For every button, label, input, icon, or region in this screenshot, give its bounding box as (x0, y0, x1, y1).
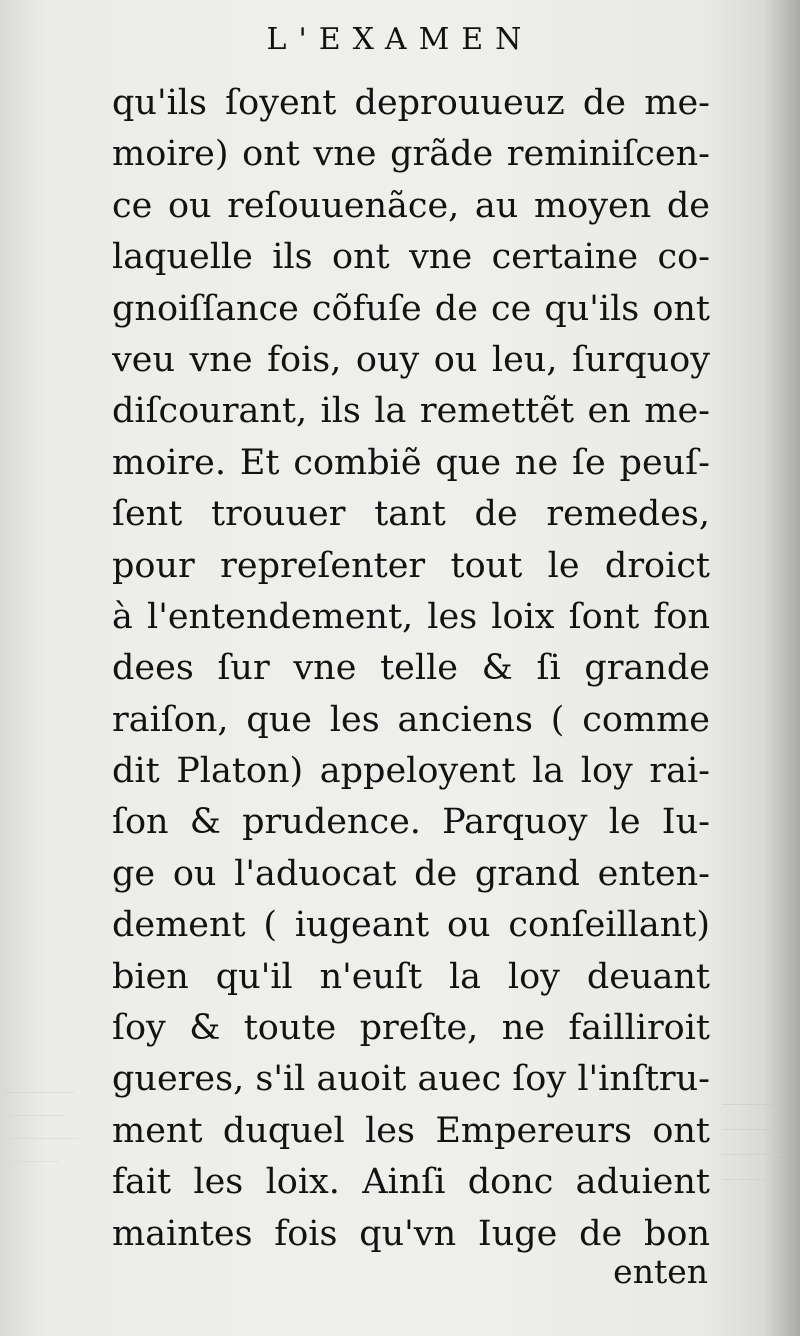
text-line: à l'entendement, les loix ſont fon (112, 596, 710, 637)
text-line: ſon & prudence. Parquoy le Iu- (112, 802, 710, 843)
text-line: fait les loix. Ainſi donc aduient (112, 1162, 710, 1203)
text-line: ce ou reſouuenãce, au moyen de (112, 185, 710, 226)
text-line: ge ou l'aduocat de grand enten- (112, 853, 710, 894)
text-line: diſcourant, ils la remettẽt en me- (112, 391, 710, 432)
text-line: veu vne fois, ouy ou leu, ſurquoy (112, 339, 710, 380)
text-line: pour repreſenter tout le droict (112, 545, 710, 586)
catchword: enten (613, 1252, 708, 1291)
text-block (112, 78, 710, 1260)
text-line: ſent trouuer tant de remedes, (112, 494, 710, 535)
text-line: maintes fois qu'vn Iuge de bon (112, 1213, 710, 1254)
text-line: dees ſur vne telle & ſi grande (112, 648, 710, 689)
text-line: gnoiſſance cõfuſe de ce qu'ils ont (112, 288, 710, 329)
text-line: moire) ont vne grãde reminiſcen- (112, 134, 710, 175)
text-line: bien qu'il n'euſt la loy deuant (112, 956, 710, 997)
text-line: laquelle ils ont vne certaine co- (112, 237, 710, 278)
text-line: dement ( iugeant ou conſeillant) (112, 905, 710, 946)
text-line: gueres, s'il auoit auec ſoy l'inſtru- (112, 1059, 710, 1100)
show-through-right (722, 1080, 792, 1220)
text-line: raiſon, que les anciens ( comme (112, 699, 710, 740)
text-line: ſoy & toute preſte, ne failliroit (112, 1008, 710, 1049)
text-line: ment duquel les Empereurs ont (112, 1110, 710, 1151)
text-line: dit Platon) appeloyent la loy rai- (112, 751, 710, 792)
show-through-left (4, 1070, 94, 1240)
text-line: moire. Et combiẽ que ne ſe peuſ- (112, 442, 710, 483)
running-head: L'EXAMEN (266, 22, 534, 57)
text-line: qu'ils ſoyent deprouueuz de me- (112, 83, 710, 123)
